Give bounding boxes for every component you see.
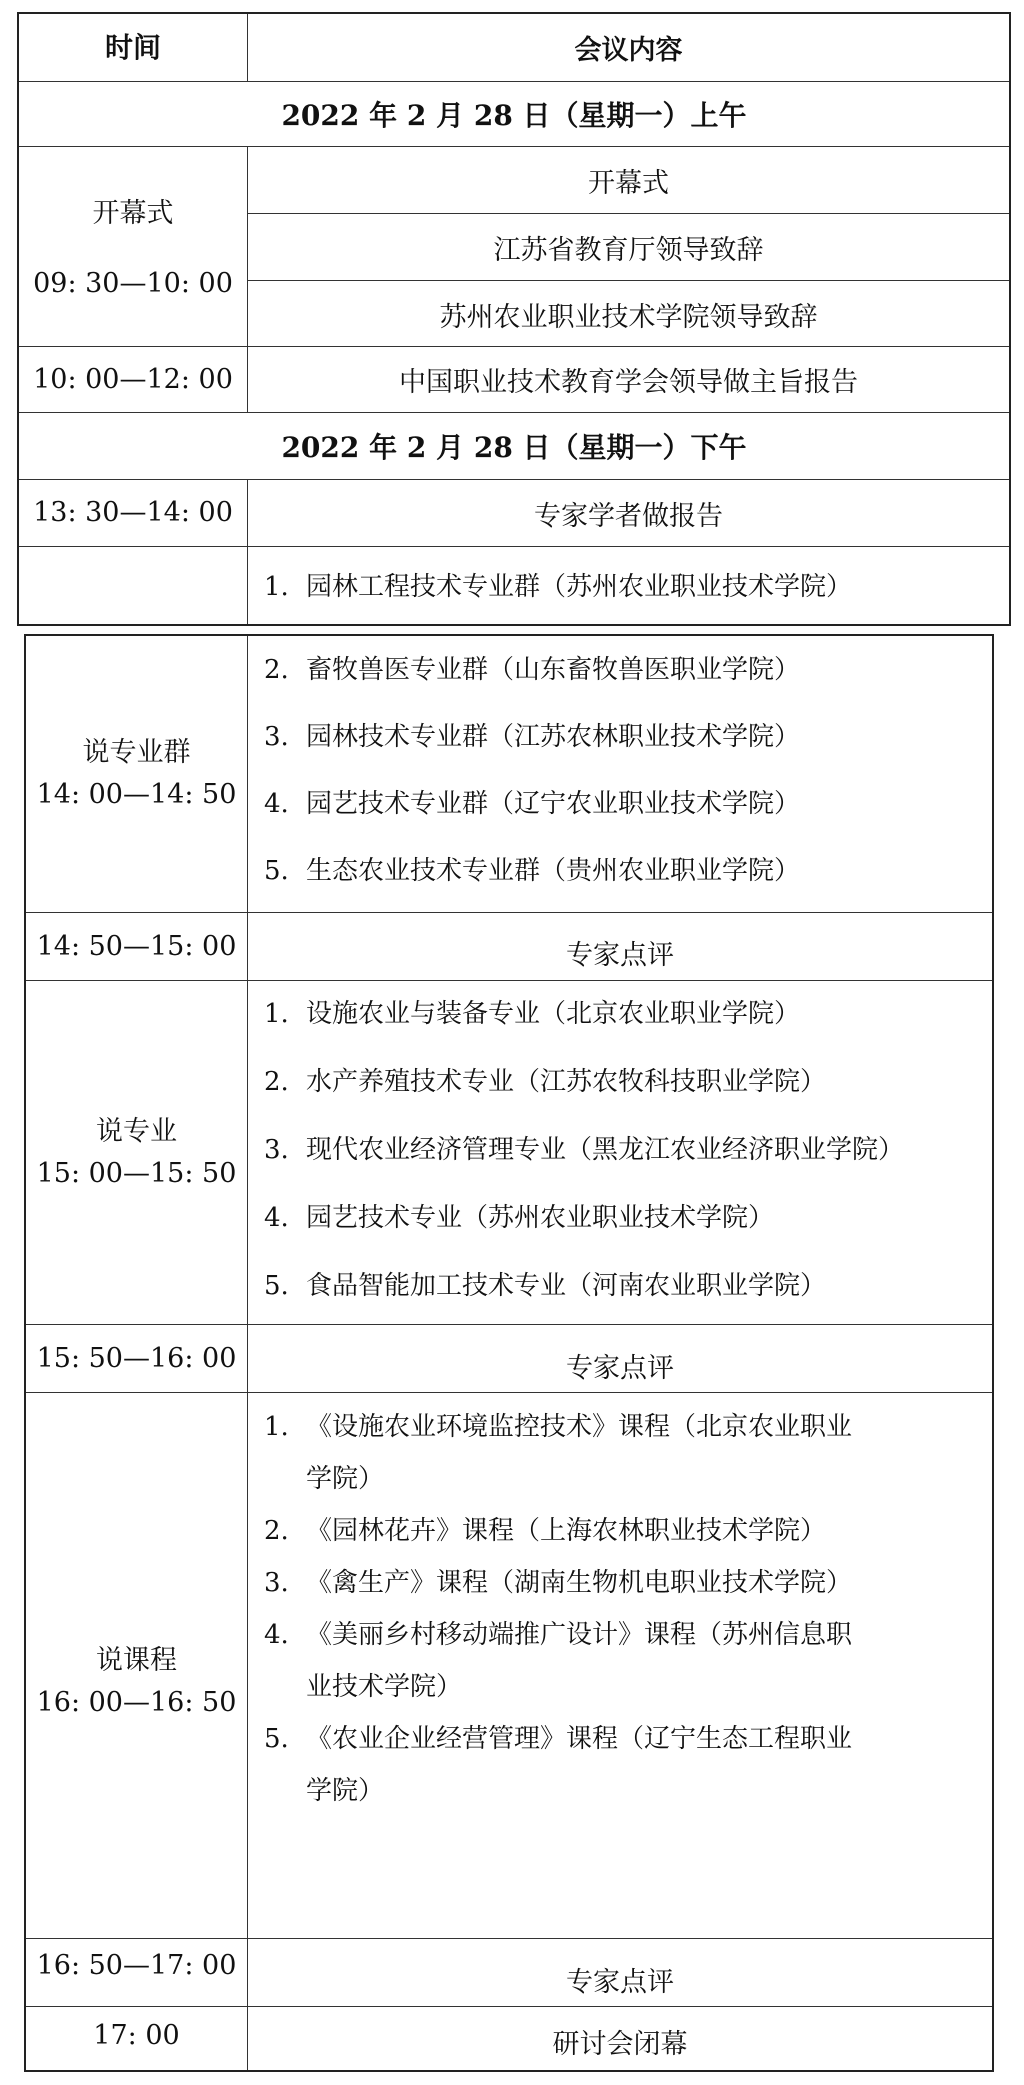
morning-date-row [19,81,1009,146]
item-text: 畜牧兽医专业群（山东畜牧兽医职业学院） [306,655,801,685]
item-number: 4. [264,1203,289,1233]
item-number: 2. [264,1516,289,1546]
expert-report-content: 专家学者做报告 [534,500,723,532]
review-content: 专家点评 [566,1967,674,1998]
majors-time-name: 说专业 [96,1115,177,1147]
item-text: 园林技术专业群（江苏农林职业技术学院） [306,722,801,752]
groups-time-cell [26,636,248,912]
review-row [26,1938,992,2006]
item-number: 3. [264,1135,289,1165]
group-first-time-cell [19,547,248,624]
opening-time-cell [19,147,248,346]
groups-time-name: 说专业群 [82,737,191,768]
keynote-time: 10: 00—12: 00 [19,347,248,412]
item-text: 水产养殖技术专业（江苏农牧科技职业学院） [306,1067,827,1097]
item-text: 设施农业与装备专业（北京农业职业学院） [306,999,801,1029]
item-text: 《美丽乡村移动端推广设计》课程（苏州信息职 [306,1620,853,1650]
item-number: 4. [264,1620,289,1650]
afternoon-date-row [19,412,1009,479]
item-text: 《农业企业经营管理》课程（辽宁生态工程职业 [306,1724,853,1754]
item-text: 现代农业经济管理专业（黑龙江农业经济职业学院） [306,1135,905,1165]
keynote-content: 中国职业技术教育学会领导做主旨报告 [399,367,858,398]
keynote-row [19,346,1009,412]
item-text: 《设施农业环境监控技术》课程（北京农业职业 [306,1412,853,1442]
closing-row [26,2006,992,2070]
review-time: 14: 50—15: 00 [26,913,248,980]
item-text: 园艺技术专业（苏州农业职业技术学院） [306,1203,775,1233]
majors-row [26,980,992,1324]
item-number: 3. [264,722,289,752]
item-text: 《园林花卉》课程（上海农林职业技术学院） [306,1516,827,1546]
item-text-continued: 业技术学院） [306,1672,463,1702]
item-number: 5. [264,1724,289,1754]
table-header-row [19,14,1009,81]
opening-item: 开幕式 [588,167,669,199]
item-number: 2. [264,1067,289,1097]
opening-row [19,146,1009,346]
groups-row [26,636,992,912]
review-time: 16: 50—17: 00 [26,1939,248,2006]
expert-report-time: 13: 30—14: 00 [19,480,248,546]
review-row [26,912,992,980]
item-number: 1. [264,1412,289,1442]
item-number: 2. [264,655,289,685]
schedule-table-top [17,12,1011,626]
item-number: 5. [264,856,289,886]
opening-time-range: 09: 30—10: 00 [33,267,233,299]
closing-content: 研讨会闭幕 [552,2029,688,2060]
header-content: 会议内容 [574,35,683,66]
closing-time: 17: 00 [26,2007,248,2070]
expert-report-row [19,479,1009,546]
item-text: 《禽生产》课程（湖南生物机电职业技术学院） [306,1568,853,1598]
opening-time-name: 开幕式 [92,197,174,229]
courses-time-cell [26,1393,248,1938]
item-number: 5. [264,1271,289,1301]
review-row [26,1324,992,1392]
opening-item: 苏州农业职业技术学院领导致辞 [248,280,1009,347]
item-number: 4. [264,789,289,819]
schedule-table-bottom [24,634,994,2072]
item-text-continued: 学院） [306,1464,385,1494]
header-time: 时间 [19,14,248,81]
item-text: 食品智能加工技术专业（河南农业职业学院） [306,1271,827,1301]
courses-row [26,1392,992,1938]
item-text: 园艺技术专业群（辽宁农业职业技术学院） [306,789,801,819]
item-number: 3. [264,1568,289,1598]
review-content: 专家点评 [566,1353,674,1384]
item-text-continued: 学院） [306,1776,385,1806]
afternoon-date-label: 2022 年 2 月 28 日（星期一）下午 [281,431,747,464]
review-content: 专家点评 [566,940,674,971]
majors-time-range: 15: 00—15: 50 [36,1157,237,1189]
groups-time-range: 14: 00—14: 50 [36,779,237,810]
courses-time-name: 说课程 [96,1644,177,1676]
item-number: 1. [264,999,289,1029]
majors-time-cell [26,981,248,1324]
review-time: 15: 50—16: 00 [26,1325,248,1392]
courses-time-range: 16: 00—16: 50 [36,1686,237,1718]
item-text: 生态农业技术专业群（贵州农业职业学院） [306,856,801,886]
group-first-row [19,546,1009,624]
item-text: 园林工程技术专业群（苏州农业职业技术学院） [306,572,853,602]
item-number: 1. [264,572,289,602]
morning-date-label: 2022 年 2 月 28 日（星期一）上午 [281,99,747,132]
opening-item: 江苏省教育厅领导致辞 [248,213,1009,280]
